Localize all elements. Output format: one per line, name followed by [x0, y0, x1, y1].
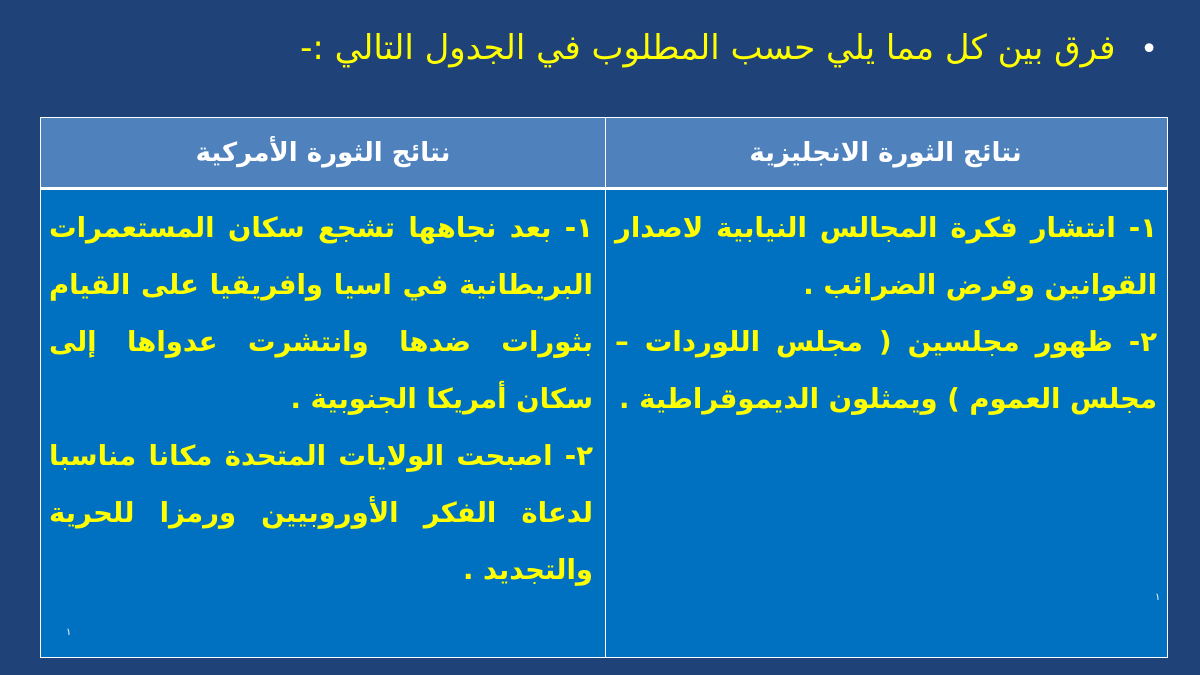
cell-mark-right: ١ — [1155, 592, 1161, 603]
column-divider — [605, 118, 606, 657]
header-american-revolution: نتائج الثورة الأمركية — [195, 137, 451, 168]
header-english-revolution: نتائج الثورة الانجليزية — [749, 137, 1022, 168]
american-results-cell — [49, 200, 593, 599]
title-text: فرق بين كل مما يلي حسب المطلوب في الجدول التالي :- — [300, 28, 1116, 68]
english-results-cell — [615, 200, 1157, 428]
comparison-table — [40, 117, 1168, 658]
american-result-2: ٢- اصبحت الولايات المتحدة مكانا مناسبا لدعاة الفكر الأوروبيين ورمزا للحرية والتجديد . — [49, 440, 593, 586]
bullet-icon: • — [1140, 32, 1158, 67]
slide-title — [38, 28, 1158, 69]
table-header-row — [41, 118, 1167, 190]
english-result-1: ١- انتشار فكرة المجالس النيابية لاصدار القوانين وفرض الضرائب . — [615, 212, 1157, 301]
american-result-1: ١- بعد نجاهها تشجع سكان المستعمرات البريطانية في اسيا وافريقيا على القيام بثورات ضدها وانتشرت عدواها إلى سكان أمريكا الجنوبية . — [49, 212, 593, 415]
cell-mark-left: ١ — [66, 627, 72, 638]
english-result-2: ٢- ظهور مجلسين ( مجلس اللوردات – مجلس العموم ) ويمثلون الديموقراطية . — [615, 326, 1157, 415]
